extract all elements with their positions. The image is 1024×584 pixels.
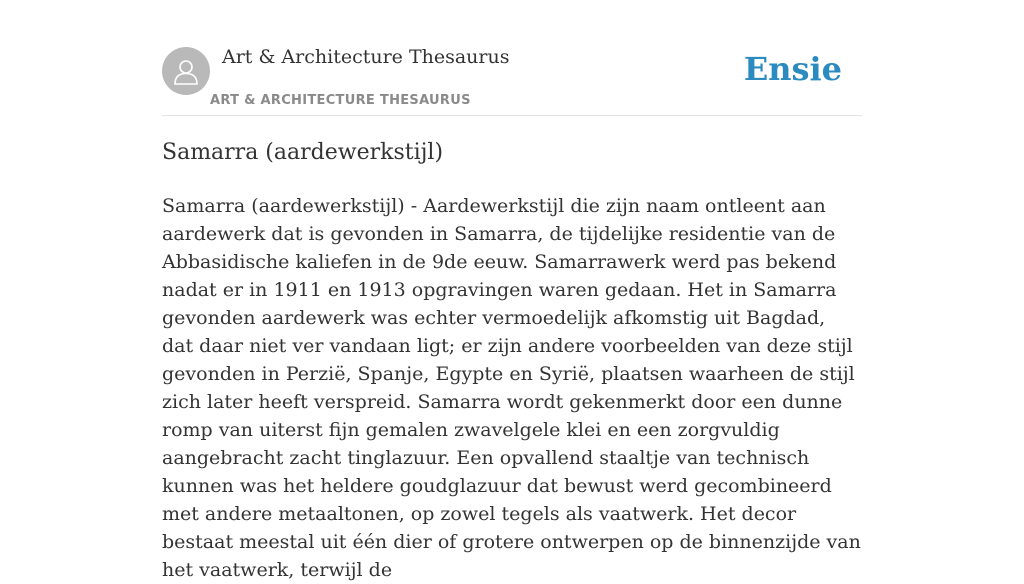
author-avatar[interactable] (162, 47, 210, 95)
source-label[interactable]: ART & ARCHITECTURE THESAURUS (210, 93, 471, 108)
article-header (162, 0, 862, 116)
article-title: Samarra (aardewerkstijl) (162, 140, 444, 165)
user-silhouette-icon (171, 56, 201, 86)
article-body: Samarra (aardewerkstijl) - Aardewerkstijl die zijn naam ontleent aan aardewerk dat is gevonden in Samarra, de tijdelijke residentie van de Abbasidische kaliefen in de 9de eeuw. Samarrawerk werd pas bekend nadat er in 1911 en 1913 opgravingen waren gedaan. Het in Samarra gevonden aardewerk was echter vermoedelijk afkomstig uit Bagdad, dat daar niet ver vandaan ligt; er zijn andere voorbeelden van deze stijl gevonden in Perzië, Spanje, Egypte en Syrië, plaatsen waarheen de stijl zich later heeft verspreid. Samarra wordt gekenmerkt door een dunne romp van uiterst fijn gemalen zwavelgele klei en een zorgvuldig aangebracht zacht tinglazuur. Een opvallend staaltje van technisch kunnen was het heldere goudglazuur dat bewust werd gecombineerd met andere metaaltonen, op zowel tegels als vaatwerk. Het decor bestaat meestal uit één dier of grotere ontwerpen op de binnenzijde van het vaatwerk, terwijl de (162, 195, 861, 581)
brand-logo[interactable]: Ensie (743, 50, 842, 88)
article-card (162, 0, 862, 581)
author-name[interactable]: Art & Architecture Thesaurus (222, 46, 510, 68)
